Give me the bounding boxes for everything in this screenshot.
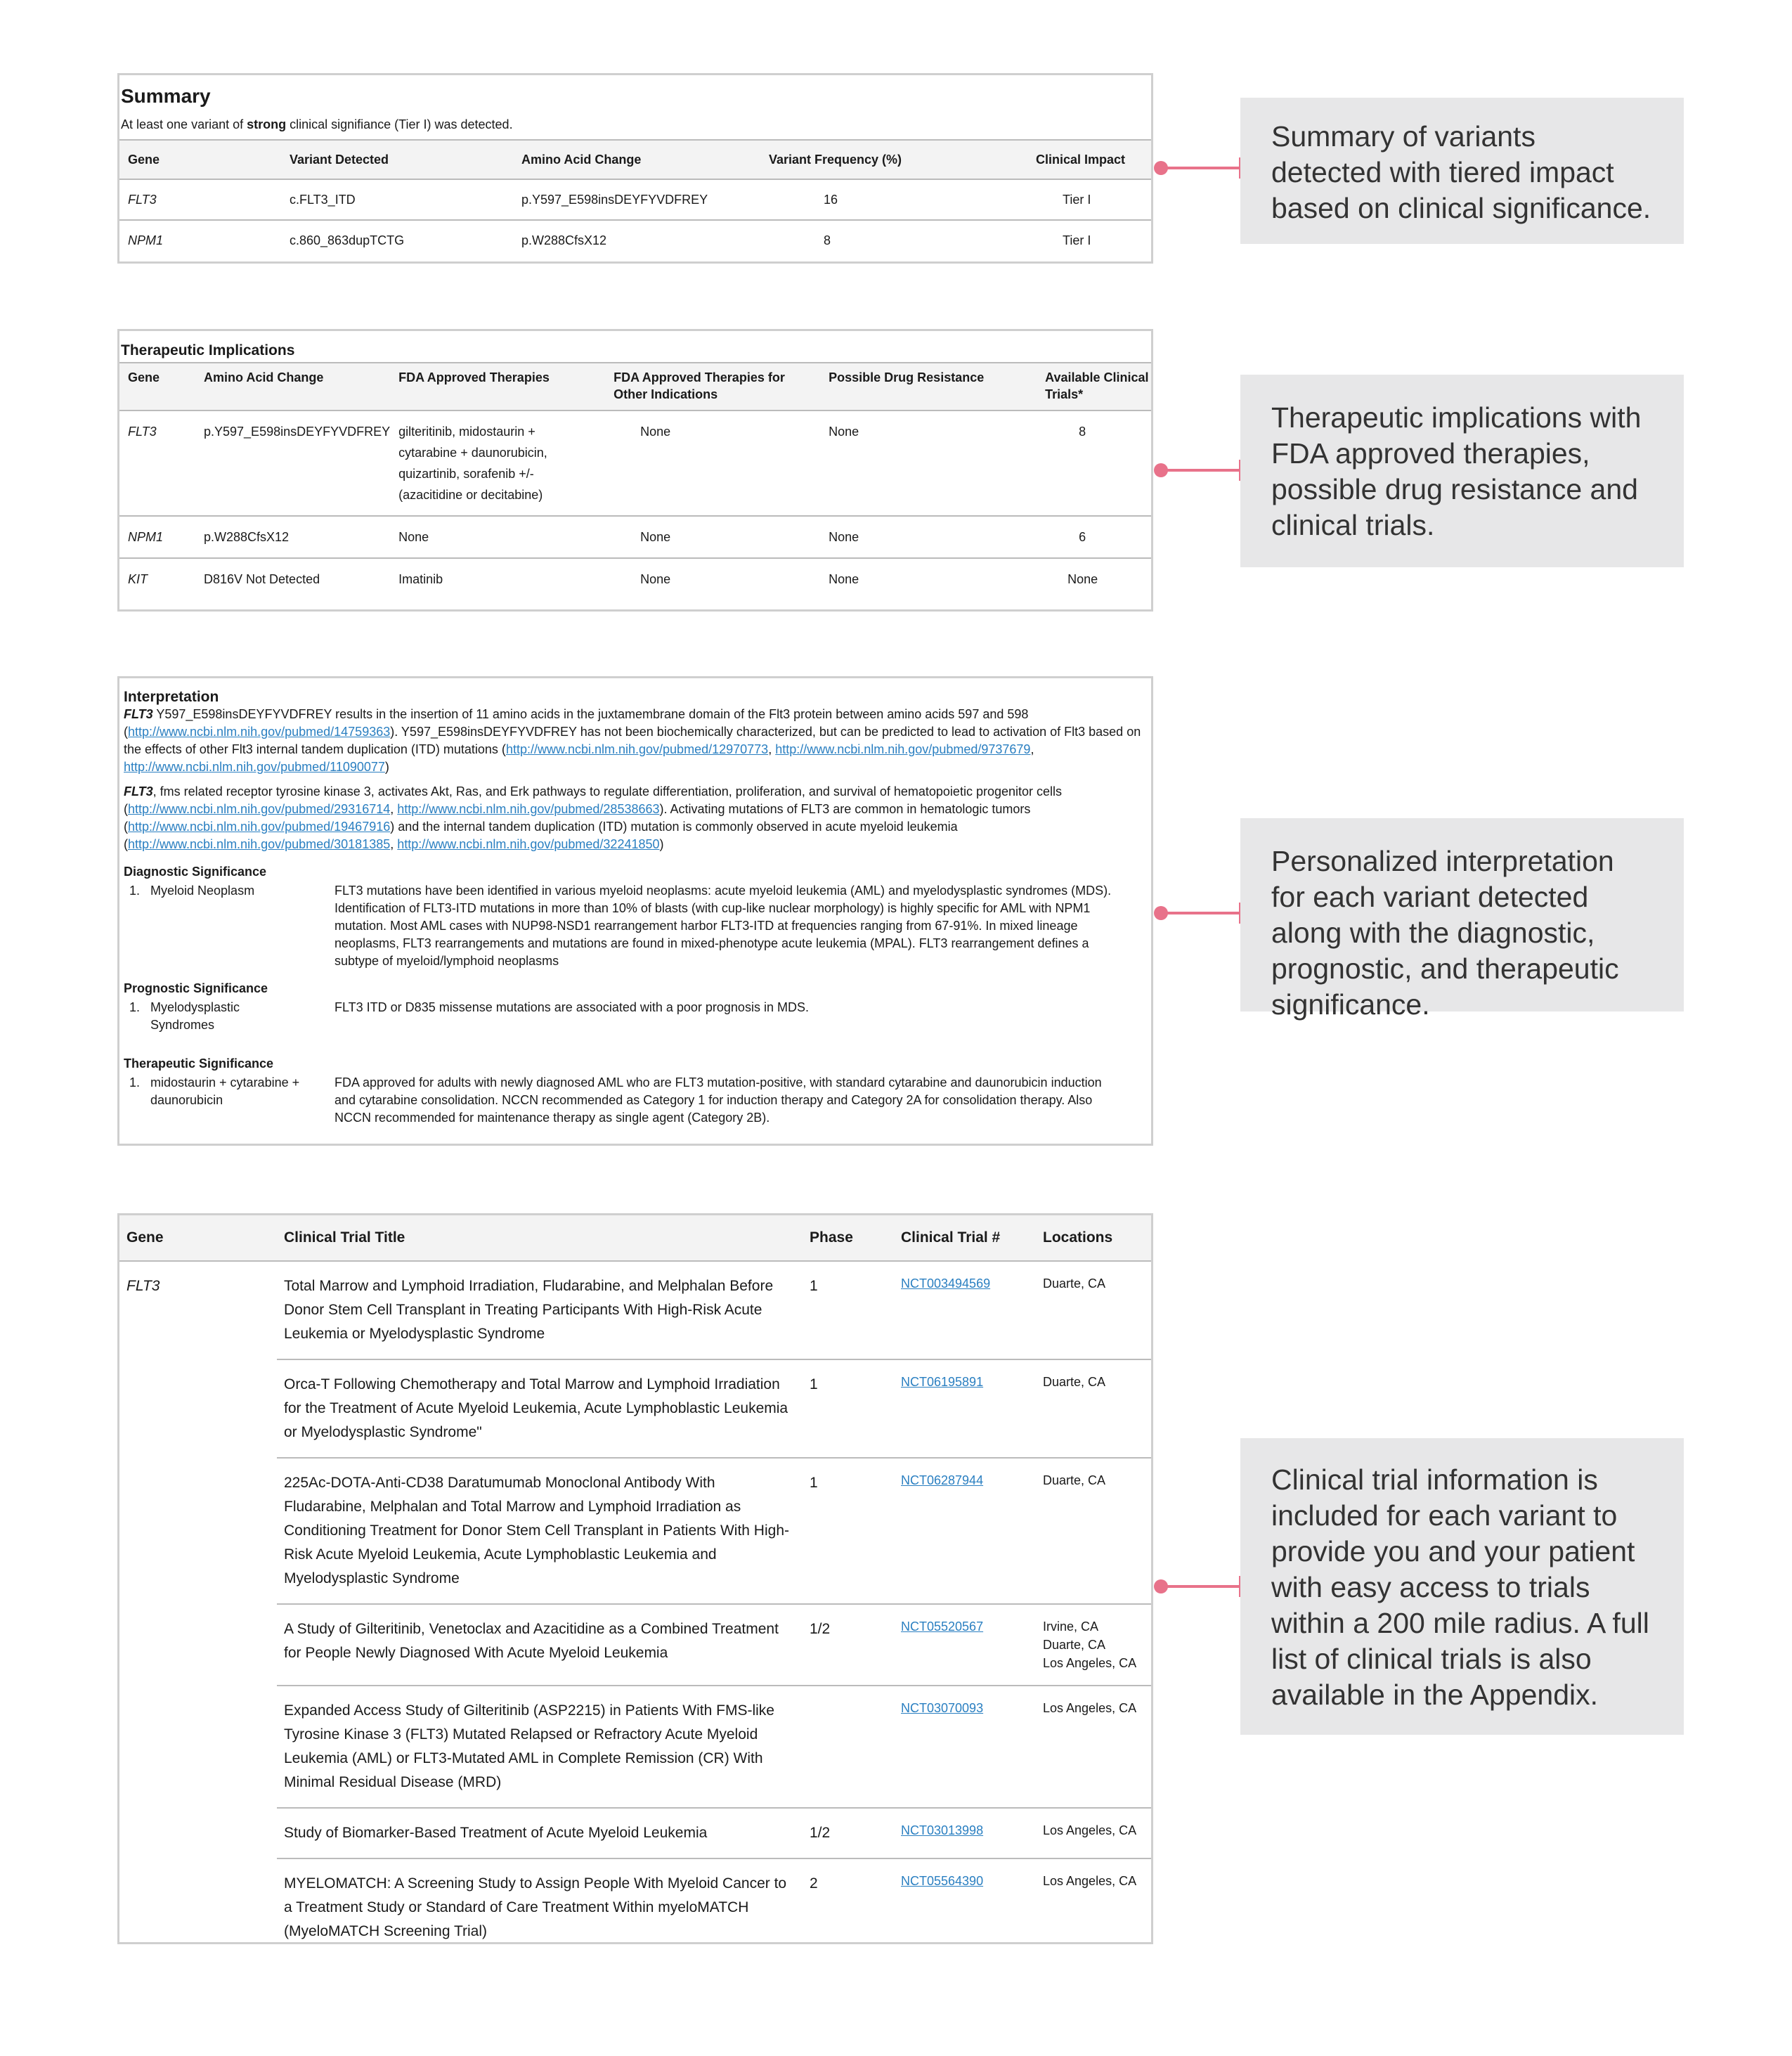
summary-header: Gene bbox=[119, 140, 281, 179]
cell-amino: p.W288CfsX12 bbox=[521, 233, 607, 247]
trials-header: Clinical Trial Title bbox=[277, 1215, 803, 1261]
pubmed-link[interactable]: http://www.ncbi.nlm.nih.gov/pubmed/19467916 bbox=[128, 820, 391, 834]
summary-header: Variant Frequency (%) bbox=[760, 140, 1027, 179]
cell-impact: Tier I bbox=[1063, 233, 1091, 247]
interpretation-paragraph: FLT3, fms related receptor tyrosine kinase 3, activates Akt, Ras, and Erk pathways to regulate differentiation, proliferation, and survival of hematopoietic progenitor cells (http://www.ncbi.nlm.nih.gov/pubmed/29316714, http://www.ncbi.nlm.nih.gov/pubmed/28538663). Activating mutations of FLT3 are common in hematologic tumors (http://www.ncbi.nlm.nih.gov/pubmed/19467916) and the internal tandem duplication (ITD) mutation is commonly observed in acute myeloid leukemia (http://www.ncbi.nlm.nih.gov/pubmed/30181385, http://www.ncbi.nlm.nih.gov/pubmed/32241850) bbox=[124, 784, 1063, 851]
trial-link[interactable]: NCT05564390 bbox=[901, 1874, 984, 1888]
therapeutic-header: Gene bbox=[119, 363, 195, 410]
cell-resistance: None bbox=[820, 516, 1037, 558]
cell-gene: NPM1 bbox=[128, 233, 164, 247]
cell-fda-other: None bbox=[640, 572, 671, 586]
trial-link[interactable]: NCT05520567 bbox=[901, 1619, 984, 1634]
pubmed-link[interactable]: http://www.ncbi.nlm.nih.gov/pubmed/12970773 bbox=[505, 742, 769, 756]
therapeutic-header: FDA Approved Therapies bbox=[390, 363, 605, 410]
interpretation-panel bbox=[117, 676, 1153, 1146]
trial-phase: 1 bbox=[803, 1261, 894, 1359]
therapeutic-header: Possible Drug Resistance bbox=[820, 363, 1037, 410]
trial-link[interactable]: NCT06195891 bbox=[901, 1375, 984, 1389]
trial-phase: 1/2 bbox=[803, 1808, 894, 1858]
summary-panel bbox=[117, 73, 1153, 264]
therapeutic-significance-row: 1. midostaurin + cytarabine + daunorubicin FDA approved for adults with newly diagnosed AML who are FLT3 mutation-positive, with standard cytarabine and daunorubicin induction and cytarabine consolidation. NCCN recommended as Category 1 for induction therapy and Category 2A for consolidation therapy. Also NCCN recommended for maintenance therapy as single agent (Category 2B). bbox=[129, 1075, 1102, 1125]
cell-gene: FLT3 bbox=[126, 1278, 160, 1294]
pubmed-link[interactable]: http://www.ncbi.nlm.nih.gov/pubmed/28538663 bbox=[397, 802, 660, 816]
trial-location: Los Angeles, CA bbox=[1036, 1686, 1151, 1808]
prognostic-title: Prognostic Significance bbox=[124, 981, 268, 995]
summary-header: Variant Detected bbox=[281, 140, 513, 179]
table-row bbox=[119, 1261, 1151, 1359]
cell-gene: FLT3 bbox=[119, 179, 281, 220]
callout-trials: Clinical trial information is included for each variant to provide you and your patient with easy access to trials within a 200 mile radius. A full list of clinical trials is also available in the Appendix. bbox=[1240, 1438, 1684, 1735]
pubmed-link[interactable]: http://www.ncbi.nlm.nih.gov/pubmed/30181385 bbox=[128, 837, 391, 851]
therapeutic-significance-title: Therapeutic Significance bbox=[124, 1056, 274, 1071]
cell-gene: FLT3 bbox=[119, 410, 195, 516]
callout-connector bbox=[1154, 903, 1242, 924]
table-row bbox=[119, 558, 1151, 600]
cell-gene: KIT bbox=[128, 572, 148, 586]
trials-header: Clinical Trial # bbox=[894, 1215, 1036, 1261]
trial-phase: 1/2 bbox=[803, 1604, 894, 1686]
trial-location: Duarte, CA bbox=[1036, 1261, 1151, 1359]
cell-frequency: 8 bbox=[824, 233, 831, 247]
pubmed-link[interactable]: http://www.ncbi.nlm.nih.gov/pubmed/9737679 bbox=[775, 742, 1031, 756]
cell-variant: c.FLT3_ITD bbox=[281, 179, 513, 220]
table-row bbox=[119, 516, 1151, 558]
prognostic-row: 1. Myelodysplastic Syndromes FLT3 ITD or D835 missense mutations are associated with a poor prognosis in MDS. bbox=[129, 1000, 809, 1032]
callout-interpretation: Personalized interpretation for each variant detected along with the diagnostic, prognostic, and therapeutic significance. bbox=[1240, 818, 1684, 1011]
table-row bbox=[119, 410, 1151, 516]
clinical-trials-table bbox=[119, 1215, 1151, 1956]
clinical-trials-panel bbox=[117, 1213, 1153, 1944]
diagnostic-title: Diagnostic Significance bbox=[124, 865, 267, 879]
trial-location: Irvine, CA Duarte, CA Los Angeles, CA bbox=[1036, 1604, 1151, 1686]
cell-fda: gilteritinib, midostaurin + cytarabine + daunorubicin, quizartinib, sorafenib +/- (azacitidine or decitabine) bbox=[390, 410, 605, 516]
trial-link[interactable]: NCT06287944 bbox=[901, 1473, 984, 1487]
table-row bbox=[119, 220, 1151, 260]
trials-header: Locations bbox=[1036, 1215, 1151, 1261]
cell-fda-other: None bbox=[605, 410, 820, 516]
cell-impact: Tier I bbox=[1027, 179, 1151, 220]
table-row bbox=[119, 179, 1151, 220]
trial-location: Los Angeles, CA bbox=[1036, 1808, 1151, 1858]
cell-trials: 6 bbox=[1037, 516, 1151, 558]
trial-link[interactable]: NCT03070093 bbox=[901, 1701, 984, 1715]
cell-gene: NPM1 bbox=[119, 516, 195, 558]
trial-title: Expanded Access Study of Gilteritinib (ASP2215) in Patients With FMS-like Tyrosine Kinase 3 (FLT3) Mutated Relapsed or Refractory Acute Myeloid Leukemia (AML) or FLT3-Mutated AML in Complete Remission (CR) With Minimal Residual Disease (MRD) bbox=[277, 1686, 803, 1808]
trial-title: Total Marrow and Lymphoid Irradiation, Fludarabine, and Melphalan Before Donor Stem Cell Transplant in Treating Participants With High-Risk Acute Leukemia or Myelodysplastic Syndrome bbox=[277, 1261, 803, 1359]
trial-title: Study of Biomarker-Based Treatment of Acute Myeloid Leukemia bbox=[277, 1808, 803, 1858]
cell-frequency: 16 bbox=[760, 179, 1027, 220]
cell-resistance: None bbox=[829, 572, 859, 586]
trial-link[interactable]: NCT003494569 bbox=[901, 1276, 991, 1291]
trial-title: Orca-T Following Chemotherapy and Total Marrow and Lymphoid Irradiation for the Treatment of Acute Myeloid Leukemia, Acute Lymphoblastic Leukemia or Myelodysplastic Syndrome" bbox=[277, 1359, 803, 1458]
trial-phase: 2 bbox=[810, 1875, 818, 1892]
callout-therapeutic: Therapeutic implications with FDA approved therapies, possible drug resistance and clinical trials. bbox=[1240, 375, 1684, 567]
trial-phase: 1 bbox=[803, 1359, 894, 1458]
pubmed-link[interactable]: http://www.ncbi.nlm.nih.gov/pubmed/14759363 bbox=[128, 725, 391, 739]
cell-amino: p.Y597_E598insDEYFYVDFREY bbox=[195, 410, 390, 516]
callout-connector bbox=[1154, 157, 1242, 179]
cell-amino: p.W288CfsX12 bbox=[195, 516, 390, 558]
therapeutic-header: FDA Approved Therapies for Other Indications bbox=[605, 363, 820, 410]
callout-connector bbox=[1154, 1576, 1242, 1597]
cell-variant: c.860_863dupTCTG bbox=[290, 233, 405, 247]
interpretation-title: Interpretation bbox=[124, 689, 219, 705]
summary-subtitle: At least one variant of strong clinical signifiance (Tier I) was detected. bbox=[121, 117, 513, 131]
summary-header: Amino Acid Change bbox=[513, 140, 760, 179]
cell-fda-other: None bbox=[605, 516, 820, 558]
summary-table bbox=[119, 139, 1151, 260]
trial-location: Los Angeles, CA bbox=[1043, 1874, 1137, 1888]
cell-resistance: None bbox=[820, 410, 1037, 516]
cell-trials: 8 bbox=[1037, 410, 1151, 516]
cell-fda: None bbox=[390, 516, 605, 558]
trial-phase: 1 bbox=[803, 1458, 894, 1604]
pubmed-link[interactable]: http://www.ncbi.nlm.nih.gov/pubmed/29316714 bbox=[128, 802, 391, 816]
trial-location: Duarte, CA bbox=[1036, 1359, 1151, 1458]
therapeutic-header: Amino Acid Change bbox=[195, 363, 390, 410]
trial-link[interactable]: NCT03013998 bbox=[901, 1823, 984, 1837]
cell-trials: None bbox=[1067, 572, 1098, 586]
pubmed-link[interactable]: http://www.ncbi.nlm.nih.gov/pubmed/32241850 bbox=[397, 837, 660, 851]
trial-phase bbox=[803, 1686, 894, 1808]
trial-title: 225Ac-DOTA-Anti-CD38 Daratumumab Monoclonal Antibody With Fludarabine, Melphalan and Total Marrow and Lymphoid Irradiation as Conditioning Treatment for Donor Stem Cell Transplant in Patients With High-Risk Acute Myeloid Leukemia, Acute Lymphoblastic Leukemia and Myelodysplastic Syndrome bbox=[277, 1458, 803, 1604]
trials-header: Gene bbox=[119, 1215, 277, 1261]
therapeutic-header: Available Clinical Trials* bbox=[1037, 363, 1151, 410]
trial-title: MYELOMATCH: A Screening Study to Assign People With Myeloid Cancer to a Treatment Study or Standard of Care Treatment Within myeloMATCH (MyeloMATCH Screening Trial) bbox=[284, 1875, 787, 1939]
callout-summary: Summary of variants detected with tiered impact based on clinical significance. bbox=[1240, 98, 1684, 244]
cell-amino: D816V Not Detected bbox=[204, 572, 320, 586]
cell-fda: Imatinib bbox=[398, 572, 443, 586]
summary-title: Summary bbox=[121, 85, 211, 107]
therapeutic-panel bbox=[117, 329, 1153, 612]
summary-header: Clinical Impact bbox=[1027, 140, 1151, 179]
therapeutic-table bbox=[119, 362, 1151, 600]
pubmed-link[interactable]: http://www.ncbi.nlm.nih.gov/pubmed/11090077 bbox=[124, 760, 385, 774]
therapeutic-title: Therapeutic Implications bbox=[121, 342, 295, 358]
interpretation-paragraph: FLT3 Y597_E598insDEYFYVDFREY results in the insertion of 11 amino acids in the juxtamembrane domain of the Flt3 protein between amino acids 597 and 598 (http://www.ncbi.nlm.nih.gov/pubmed/14759363). Y597_E598insDEYFYVDFREY has not been biochemically characterized, but can be predicted to lead to activation of Flt3 based on the effects of other Flt3 internal tandem duplication (ITD) mutations (http://www.ncbi.nlm.nih.gov/pubmed/12970773, http://www.ncbi.nlm.nih.gov/pubmed/9737679, http://www.ncbi.nlm.nih.gov/pubmed/11090077) bbox=[124, 707, 1141, 774]
trials-header: Phase bbox=[803, 1215, 894, 1261]
trial-location: Duarte, CA bbox=[1036, 1458, 1151, 1604]
cell-amino: p.Y597_E598insDEYFYVDFREY bbox=[513, 179, 760, 220]
diagnostic-row: 1. Myeloid Neoplasm FLT3 mutations have been identified in various myeloid neoplasms: acute myeloid leukemia (AML) and myelodysplastic syndromes (MDS). Identification of FLT3-ITD mutations in more than 10% of blasts (with cup-like nuclear morphology) is highly specific for AML with NPM1 mutation. Most AML cases with NUP98-NSD1 rearrangement harbor FLT3-ITD at frequencies ranging from 67-91%. In mixed lineage neoplasms, FLT3 rearrangements and mutations are found in mixed-phenotype acute leukemia (MPAL). FLT3 rearrangement defines a subtype of myeloid/lymphoid neoplasms bbox=[129, 884, 1112, 968]
callout-connector bbox=[1154, 460, 1242, 481]
trial-title: A Study of Gilteritinib, Venetoclax and Azacitidine as a Combined Treatment for People Newly Diagnosed With Acute Myeloid Leukemia bbox=[277, 1604, 803, 1686]
